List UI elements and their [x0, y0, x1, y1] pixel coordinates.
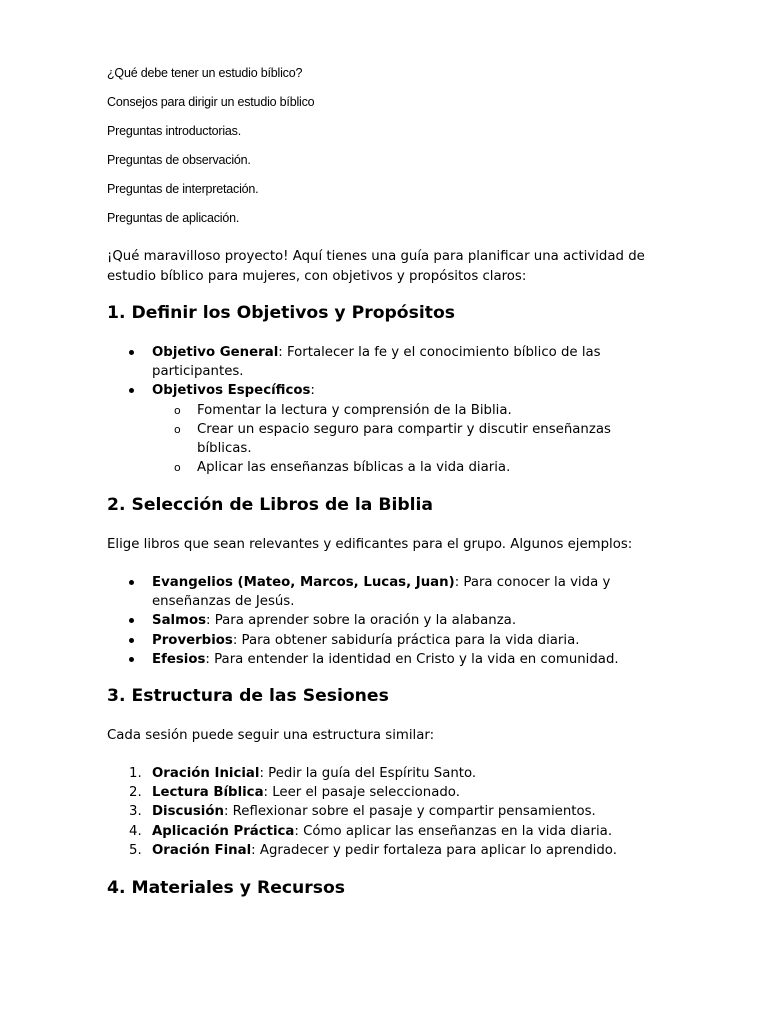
list-item — [107, 802, 627, 821]
item-number: 1. — [129, 766, 142, 781]
item-label: Oración Inicial — [152, 766, 260, 781]
list-item — [107, 343, 627, 381]
section-heading-libros: 2. Selección de Libros de la Biblia — [107, 495, 434, 515]
item-number: 4. — [129, 823, 142, 839]
section-paragraph: Cada sesión puede seguir una estructura similar: — [107, 728, 435, 743]
item-number: 5. — [129, 842, 142, 858]
table-of-contents — [107, 64, 314, 238]
item-label: Salmos — [152, 613, 207, 629]
sub-list-item: o Fomentar la lectura y comprensión de la Biblia. — [152, 401, 627, 420]
sesiones-list — [107, 764, 627, 860]
item-number: 3. — [129, 804, 142, 820]
item-label: Oración Final — [152, 842, 252, 858]
list-item — [107, 650, 627, 669]
item-label: Proverbios — [152, 632, 233, 648]
item-label: Efesios — [152, 651, 206, 667]
list-item — [107, 764, 627, 783]
section-heading-objetivos: 1. Definir los Objetivos y Propósitos — [107, 303, 455, 323]
toc-item: Preguntas de observación. — [107, 153, 251, 167]
sub-list-item: o Crear un espacio seguro para compartir y discutir enseñanzas bíblicas. — [152, 420, 627, 458]
libros-list — [107, 573, 627, 669]
list-item — [107, 631, 627, 650]
list-item — [107, 822, 627, 841]
intro-paragraph: ¡Qué maravilloso proyecto! Aquí tienes una guía para planificar una actividad de estudio bíblico para mujeres, con objetivos y propósitos claros: — [107, 249, 645, 284]
item-label: Evangelios (Mateo, Marcos, Lucas, Juan) — [152, 575, 455, 590]
item-label: Objetivo General — [152, 345, 279, 360]
item-text: : Para obtener sabiduría práctica para la vida diaria. — [232, 632, 580, 648]
item-text: : Agradecer y pedir fortaleza para aplicar lo aprendido. — [251, 842, 617, 858]
item-text: : Para aprender sobre la oración y la alabanza. — [206, 613, 517, 629]
item-text: : Cómo aplicar las enseñanzas en la vida diaria. — [294, 823, 613, 839]
section-heading-estructura: 3. Estructura de las Sesiones — [107, 686, 389, 706]
item-label: Lectura Bíblica — [152, 785, 264, 801]
list-item — [107, 611, 627, 630]
list-item — [107, 841, 627, 860]
objetivos-list — [107, 343, 627, 477]
item-label: Discusión — [152, 804, 224, 820]
item-text: : Reflexionar sobre el pasaje y compartir pensamientos. — [223, 804, 596, 820]
list-item — [107, 381, 627, 477]
item-text: : Fortalecer la fe y el conocimiento bíblico de las participantes. — [152, 345, 601, 380]
sub-list — [152, 401, 627, 478]
toc-item: Consejos para dirigir un estudio bíblico — [107, 95, 315, 109]
toc-item: Preguntas de interpretación. — [107, 182, 259, 196]
item-label: Objetivos Específicos — [152, 383, 311, 399]
item-text: : — [310, 383, 315, 399]
item-label: Aplicación Práctica — [152, 823, 295, 839]
item-text: : Leer el pasaje seleccionado. — [263, 785, 460, 801]
item-text: : Para conocer la vida y enseñanzas de Jesús. — [152, 575, 611, 610]
section-paragraph: Elige libros que sean relevantes y edificantes para el grupo. Algunos ejemplos: — [107, 537, 633, 552]
list-item — [107, 783, 627, 802]
toc-item: Preguntas introductorias. — [107, 124, 241, 138]
section-heading-materiales: 4. Materiales y Recursos — [107, 878, 346, 898]
item-text: : Pedir la guía del Espíritu Santo. — [259, 766, 477, 781]
item-number: 2. — [129, 785, 142, 801]
toc-item: Preguntas de aplicación. — [107, 211, 240, 225]
toc-item: ¿Qué debe tener un estudio bíblico? — [107, 66, 303, 80]
item-text: : Para entender la identidad en Cristo y la vida en comunidad. — [205, 651, 619, 667]
sub-list-item: o Aplicar las enseñanzas bíblicas a la vida diaria. — [152, 458, 627, 477]
list-item — [107, 573, 627, 611]
